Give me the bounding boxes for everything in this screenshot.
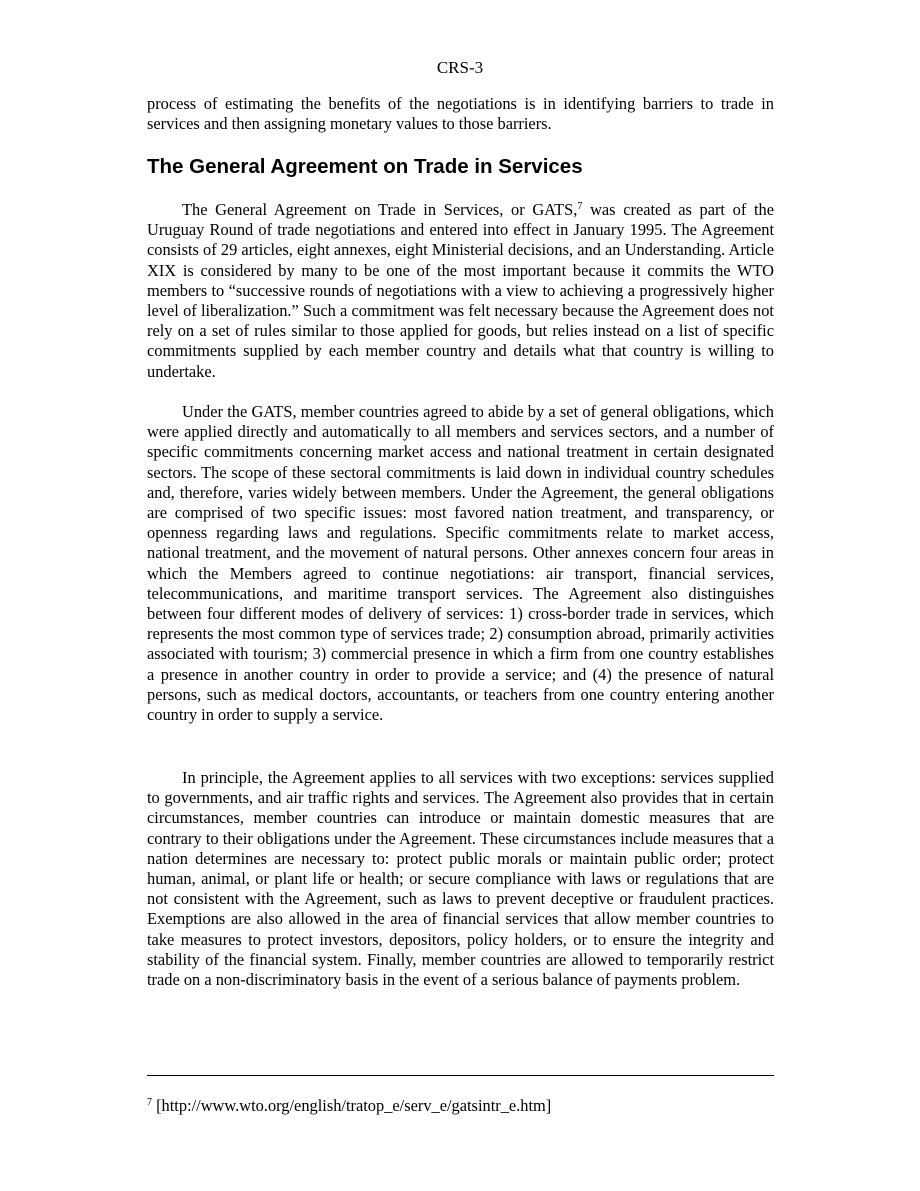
paragraph-gats-overview-rest: was created as part of the Uruguay Round of trade negotiations and entered into effect in January 1995. The Agreement consists of 29 articles, eight annexes, eight Ministerial decisions, and an Understanding. Article XIX is considered by many to be one of the most important because it commits the WTO members to “successive rounds of negotiations with a view to achieving a progressively higher level of liberalization.” Such a commitment was felt necessary because the Agreement does not rely on a set of rules similar to those applied for goods, but relies instead on a list of specific commitments supplied by each member country and details what that country is willing to undertake. <box>147 200 774 381</box>
footnote-separator <box>147 1075 774 1076</box>
paragraph-gats-overview <box>147 200 774 382</box>
paragraph-gats-overview-start: The General Agreement on Trade in Services, or GATS, <box>182 200 578 219</box>
section-heading: The General Agreement on Trade in Services <box>147 155 583 178</box>
running-head: CRS-3 <box>436 58 484 77</box>
intro-continuation-paragraph: process of estimating the benefits of the negotiations is in identifying barriers to trade in services and then assigning monetary values to those barriers. <box>147 94 774 134</box>
footnote-link-text: [http://www.wto.org/english/tratop_e/serv_e/gatsintr_e.htm] <box>152 1096 552 1115</box>
footnote <box>147 1096 551 1116</box>
paragraph-gats-obligations: Under the GATS, member countries agreed to abide by a set of general obligations, which were applied directly and automatically to all members and services sectors, and a number of specific commitments concerning market access and national treatment in certain designated sectors. The scope of these sectoral commitments is laid down in individual country schedules and, therefore, varies widely between members. Under the Agreement, the general obligations are comprised of two specific issues: most favored nation treatment, and transparency, or openness regarding laws and regulations. Specific commitments relate to market access, national treatment, and the movement of natural persons. Other annexes concern four areas in which the Members agreed to continue negotiations: air transport, financial services, telecommunications, and maritime transport services. The Agreement also distinguishes between four different modes of delivery of services: 1) cross-border trade in services, which represents the most common type of services trade; 2) consumption abroad, primarily activities associated with tourism; 3) commercial presence in which a firm from one country establishes a presence in another country in order to provide a service; and (4) the presence of natural persons, such as medical doctors, accountants, or teachers from one country entering another country in order to supply a service. <box>147 402 774 725</box>
footnote-number: 7 <box>147 1097 152 1108</box>
footnote-reference: 7 <box>577 201 583 212</box>
paragraph-gats-exceptions: In principle, the Agreement applies to all services with two exceptions: services supplied to governments, and air traffic rights and services. The Agreement also provides that in certain circumstances, member countries can introduce or maintain domestic measures that are contrary to their obligations under the Agreement. These circumstances include measures that a nation determines are necessary to: protect public morals or maintain public order; protect human, animal, or plant life or health; or secure compliance with laws or regulations that are not consistent with the Agreement, such as laws to prevent deceptive or fraudulent practices. Exemptions are also allowed in the area of financial services that allow member countries to take measures to protect investors, depositors, policy holders, or to ensure the integrity and stability of the financial system. Finally, member countries are allowed to temporarily restrict trade on a non-discriminatory basis in the event of a serious balance of payments problem. <box>147 768 774 990</box>
